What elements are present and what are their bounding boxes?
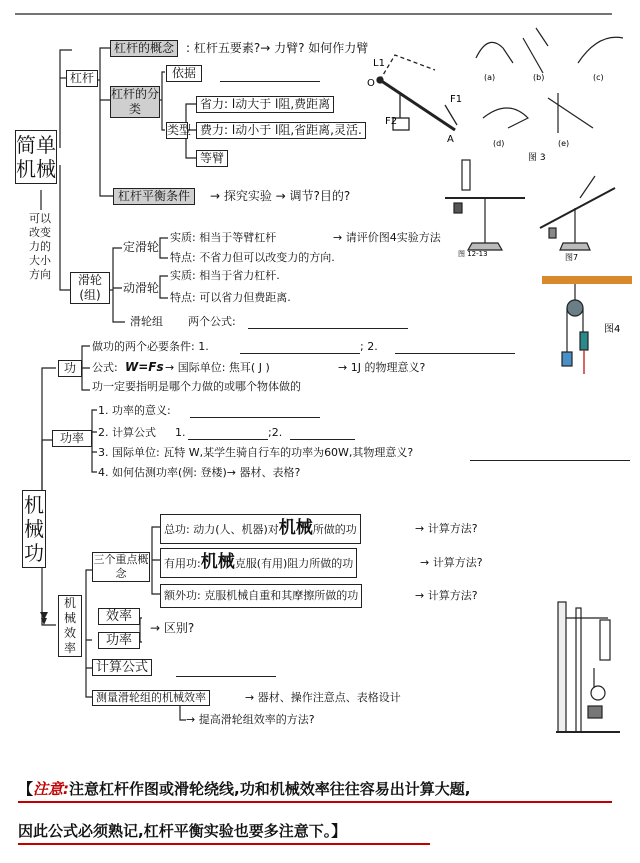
three-concepts-label: 三个重点概念: [93, 553, 149, 580]
side-note: 可以改变力的大小方向: [29, 212, 51, 281]
panel-e: (e): [558, 139, 570, 148]
panel-c: (c): [593, 73, 604, 82]
fixed-pulley-feature: 特点: 不省力但可以改变力的方向.: [170, 251, 335, 264]
type-effort: 费力: l动小于 l阻,省距离,灵活.: [196, 122, 366, 139]
total-work-box: [160, 514, 361, 544]
power-item-2-b: 1.: [175, 426, 186, 439]
lever-fig-l1: L1: [373, 58, 385, 69]
panel-d: (d): [493, 139, 505, 148]
work-label: 功: [58, 360, 82, 377]
moving-pulley-feature: 特点: 可以省力但费距离.: [170, 291, 291, 304]
fig7-lever: [535, 168, 625, 263]
extra-calc-method: → 计算方法?: [415, 589, 478, 602]
note-text-2: 因此公式必须熟记,杠杆平衡实验也要多注意下。: [18, 822, 332, 840]
lever-basis-label: 依据: [166, 65, 202, 82]
panel-a: (a): [484, 73, 496, 82]
pulley-efficiency-stand: [548, 598, 628, 748]
type-labor-saving: 省力: l动大于 l阻,费距离: [196, 96, 334, 113]
total-work-big: 机械: [278, 518, 313, 538]
fig4-label: 图4: [604, 324, 621, 335]
fixed-pulley-hint: → 请评价图4实验方法: [333, 231, 441, 244]
work-factors: 做功的两个必要条件: 1.: [92, 340, 209, 353]
mechanical-work-title: 机械功: [22, 490, 46, 568]
fixed-pulley-label: 定滑轮: [123, 240, 160, 254]
total-work-text: 总功: 动力(人、机器)对: [164, 523, 279, 536]
efficiency-label: 机械效率: [58, 595, 82, 657]
work-formula-prefix: 公式:: [92, 361, 118, 374]
work-note: 功一定要指明是哪个力做的或哪个物体做的: [92, 380, 301, 393]
panel-b: (b): [533, 73, 545, 82]
lever-panels: [468, 18, 633, 168]
improve-text: → 提高滑轮组效率的方法?: [186, 713, 315, 726]
work-unit: → 国际单位: 焦耳( J ): [165, 361, 270, 374]
pulley-label: 滑轮(组): [70, 272, 110, 304]
pulley-group-label: 滑轮组: [130, 315, 163, 328]
factor-1-blank[interactable]: [240, 340, 360, 354]
lever-type-label: 类型: [167, 123, 192, 137]
power-60w-blank[interactable]: [470, 447, 630, 461]
fixed-pulley-essence: 实质: 相当于等臂杠杆: [170, 231, 277, 244]
power-formula-2-blank[interactable]: [290, 426, 355, 440]
lever-fig-o: O: [367, 78, 375, 89]
note-keyword: 注意:: [33, 780, 70, 798]
efficiency-formula-label: 计算公式: [92, 659, 152, 676]
scale-caption: 图 12-13: [458, 250, 488, 258]
measure-label: 测量滑轮组的机械效率: [92, 690, 210, 706]
power-meaning-blank[interactable]: [190, 404, 320, 418]
pulley-formula-blank[interactable]: [248, 314, 408, 329]
lever-concept-label: 杠杆的概念: [110, 40, 178, 57]
power-item-4: 4. 如何估测功率(例: 登楼)→ 器材、表格?: [98, 466, 301, 479]
type-equal-arm: 等臂: [196, 150, 228, 167]
panel-caption: 图 3: [528, 153, 546, 163]
lever-balance-figure: [440, 158, 530, 258]
power-compare-box: 功率: [98, 632, 140, 649]
work-meaning: → 1J 的物理意义?: [338, 361, 426, 374]
efficiency-box: 效率: [98, 608, 140, 625]
efficiency-formula-blank[interactable]: [176, 662, 276, 677]
lever-balance-text: → 探究实验 → 调节?目的?: [210, 189, 351, 203]
useful-work-tail: 克服(有用)阻力所做的功: [234, 557, 354, 570]
note-line-1: [18, 779, 470, 799]
moving-pulley-essence: 实质: 相当于省力杠杆.: [170, 269, 280, 282]
lever-fig-a: A: [447, 134, 454, 145]
basis-blank[interactable]: [220, 67, 320, 82]
note-line-2: [18, 821, 346, 841]
useful-work-box: [160, 548, 357, 578]
power-item-3: 3. 国际单位: 瓦特 W,某学生骑自行车的功率为60W,其物理意义?: [98, 446, 414, 459]
lever-fig-f1: F1: [450, 94, 463, 105]
power-item-2-c: ;2.: [268, 426, 283, 439]
lever-classify-label: 杠杆的分类: [111, 87, 160, 116]
fig7-label: 图7: [565, 253, 579, 262]
pulley-group-text: 两个公式:: [188, 315, 236, 328]
lever-label: 杠杆: [66, 70, 98, 87]
power-label: 功率: [52, 430, 92, 447]
moving-pulley-label: 动滑轮: [123, 281, 160, 295]
power-formula-1-blank[interactable]: [188, 426, 268, 440]
total-calc-method: → 计算方法?: [415, 522, 478, 535]
lever-diagram: [365, 50, 465, 145]
useful-calc-method: → 计算方法?: [420, 556, 483, 569]
lever-balance-label: 杠杆平衡条件: [113, 188, 195, 205]
note-text-1: 注意杠杆作图或滑轮绕线,功和机械效率往往容易出计算大题,: [69, 780, 471, 798]
power-item-1: 1. 功率的意义:: [98, 404, 171, 417]
lever-fig-f2: F2: [385, 116, 398, 127]
measure-text: → 器材、操作注意点、表格设计: [245, 691, 401, 704]
simple-machine-title: 简单机械: [15, 130, 57, 184]
difference-question: → 区别?: [150, 621, 195, 635]
note-open-bracket: 【: [18, 780, 34, 798]
factor-2-blank[interactable]: [395, 340, 515, 354]
work-factors-2: ; 2.: [360, 340, 378, 353]
extra-work-box: 额外功: 克服机械自重和其摩擦所做的功: [160, 584, 362, 608]
fig4-pulley: [540, 272, 635, 382]
useful-work-big: 机械: [200, 552, 235, 572]
total-work-tail: 所做的功: [312, 523, 357, 536]
lever-concept-text: : 杠杆五要素?→ 力臂? 如何作力臂: [186, 41, 369, 55]
work-formula: W=Fs: [125, 360, 164, 374]
note-underline-2: [18, 843, 430, 845]
note-underline-1: [18, 801, 612, 803]
useful-work-text: 有用功:: [164, 557, 201, 570]
power-item-2: 2. 计算公式: [98, 426, 156, 439]
note-close-bracket: 】: [331, 822, 347, 840]
